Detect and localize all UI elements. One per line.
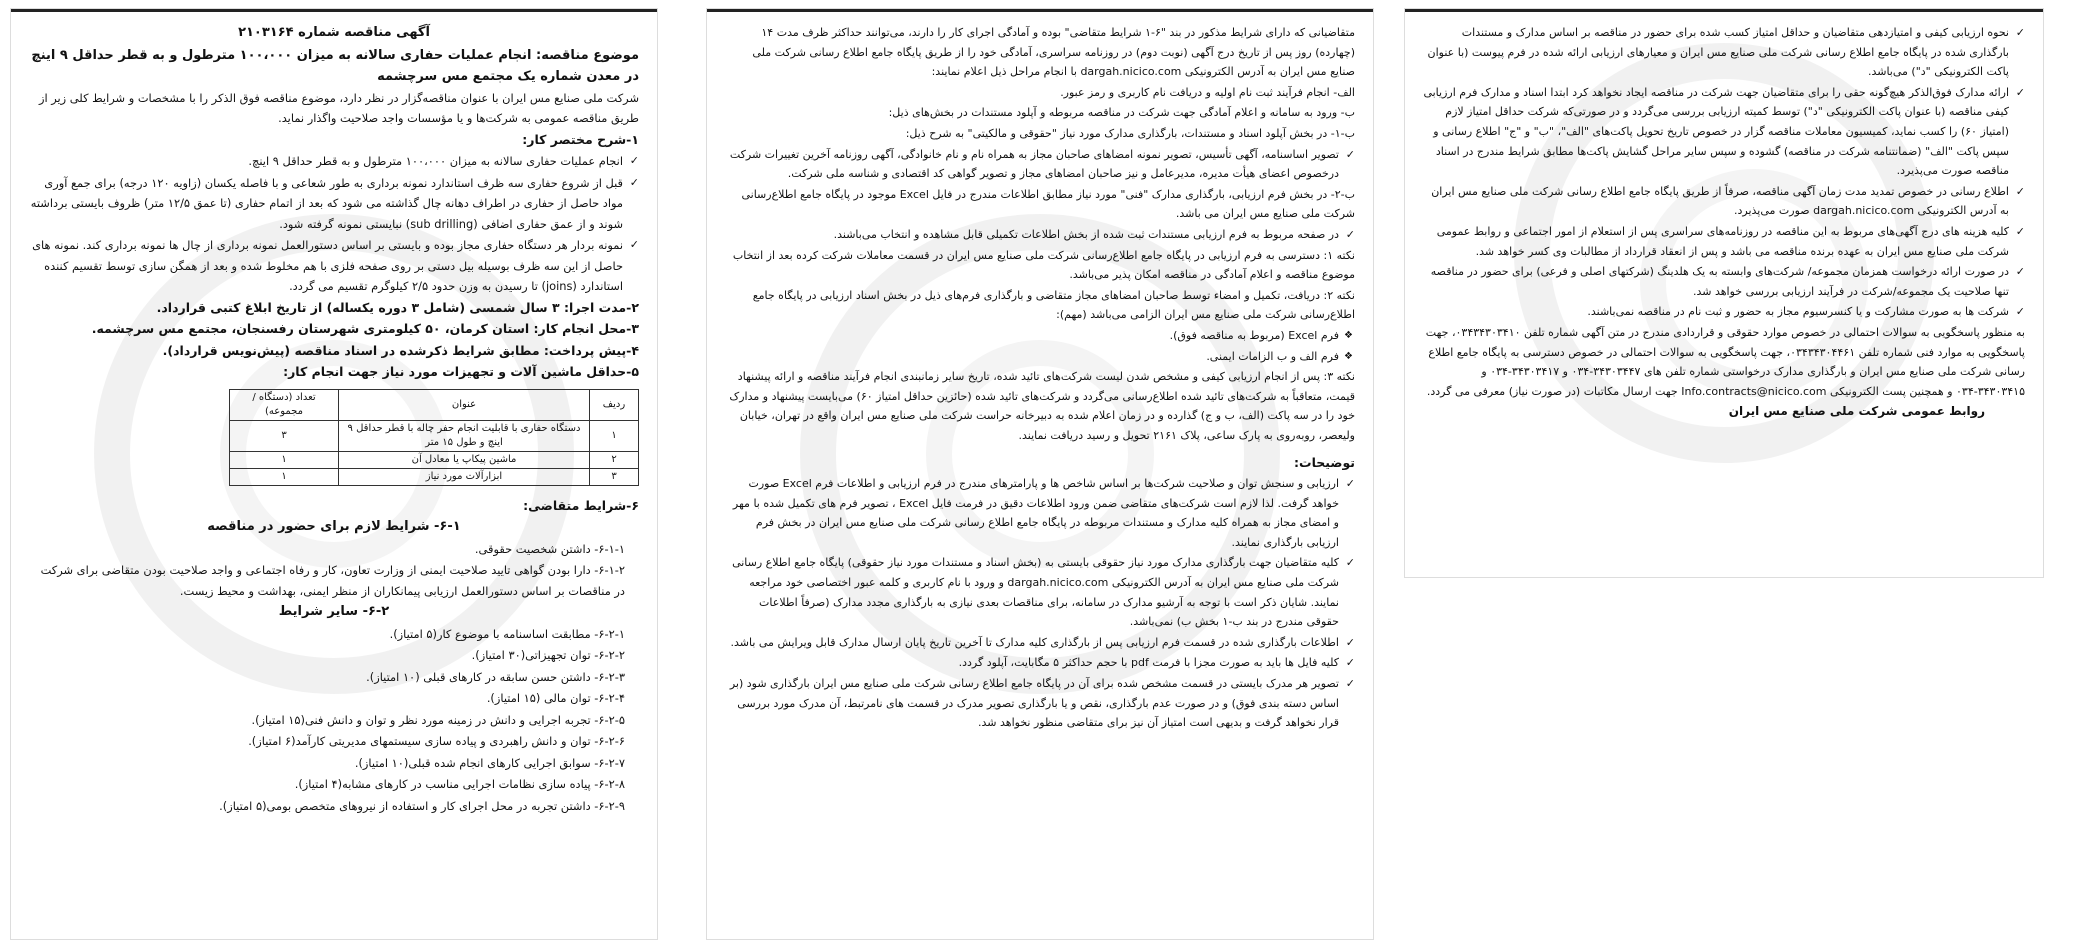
s62-item: ۶-۲-۶- توان و دانش راهبردی و پیاده سازی سیستمهای مدیریتی کارآمد(۶ امتیاز). <box>248 734 625 748</box>
table-cell: ۱ <box>230 451 339 468</box>
note-1: نکته ۱: دسترسی به فرم ارزیابی در پایگاه جامع اطلاع‌رسانی شرکت ملی صنایع مس ایران در قسمت معاملات شرکت کرده بعد از انتخاب موضوع مناقصه و اعلام آمادگی در مناقصه امکان پذیر می‌باشد. <box>732 248 1355 282</box>
p2-check-item: ✓ در صفحه مربوط به فرم ارزیابی مستندات ثبت شده از بخش اطلاعات تکمیلی قابل مشاهده و انتخاب می‌باشند. <box>725 225 1355 245</box>
notes-heading: توضیحات: <box>1294 455 1355 471</box>
page-1-content <box>11 9 657 827</box>
p2-paragraph: ب-۱- در بخش آپلود اسناد و مستندات، بارگذاری مدارک مورد نیاز "حقوقی و مالکیتی" به شرح ذیل: <box>905 126 1355 140</box>
page-2-content <box>707 9 1373 744</box>
s62-item: ۶-۲-۹- داشتن تجربه در محل اجرای کار و استفاده از نیروهای متخصص بومی(۵ امتیاز). <box>219 798 625 813</box>
s62-item: ۶-۲-۷- سوابق اجرایی کارهای انجام شده قبلی(۱۰ امتیاز). <box>354 755 625 770</box>
table-cell: ابزارآلات مورد نیاز <box>339 468 590 485</box>
p3-check-item: ✓ ارائه مدارک فوق‌الذکر هیچ‌گونه حقی را برای متقاضیان جهت شرکت در مناقصه ایجاد نخواهد کرد ابتدا اسناد و مدارک فرم ارزیابی کیفی مناقصه (با عنوان پاکت الکترونیکی "د") توسط کمیته ارزیابی بررسی می‌گردد و در صورتی‌که شرکت حداقل امتیاز لازم (امتیاز ۶۰) را کسب نماید، کمیسیون معاملات مناقصه گزار در خصوص تاریخ تحویل پاکت‌های "الف"، "ب" و "ج" اطلاع رسانی و سپس پاکت "الف" (ضمانتنامه شرکت در مناقصه) گشوده و سپس سایر مراحل گشایش پاکت‌ها مطابق شرایط مندرج در اسناد مناقصه صورت می‌پذیرد. <box>1423 83 2025 181</box>
page-3-content <box>1405 9 2043 433</box>
notes-item: ✓ کلیه فایل ها باید به صورت مجزا با فرمت pdf با حجم حداکثر ۵ مگابایت، آپلود گردد. <box>725 653 1355 673</box>
signature: روابط عمومی شرکت ملی صنایع مس ایران <box>1728 404 1985 419</box>
notes-item: ✓ کلیه متقاضیان جهت بارگذاری مدارک مورد نیاز حقوقی بایستی به (بخش اسناد و مستندات مورد نیاز حقوقی) پایگاه جامع اطلاع رسانی شرکت ملی صنایع مس ایران به آدرس الکترونیکی dargah.nicico.com و ورود با نام کاربری و کلمه عبور اختصاصی خود مراجعه نمایند. شایان ذکر است با توجه به آرشیو مدارک در سامانه، برای مناقصات بعدی نیازی به بارگذاری مجدد مدارک (صرفاً اطلاعات حقوقی مندرج در بند ب-۱ بخش ب) نمی‌باشد. <box>725 553 1355 631</box>
page-2 <box>706 8 1374 940</box>
s62-item: ۶-۲-۵- تجربه اجرایی و دانش در زمینه مورد نظر و توان و دانش فنی(۱۵ امتیاز). <box>251 712 625 727</box>
s1-item: ✓ نمونه بردار هر دستگاه حفاری مجاز بوده و بایستی بر اساس دستورالعمل نمونه برداری از چال ها نمونه برداری کند. نمونه های حاصل از این سه ظرف بوسیله بیل دستی بر روی صفحه فلزی با هم مخلوط شده و بعد از همگن سازی توسط تقسیم کننده استاندارد (joins) تا رسیدن به وزن حدود ۲/۵ کیلوگرم تقسیم می گردد. <box>29 235 639 297</box>
notes-item: ✓ ارزیابی و سنجش توان و صلاحیت شرکت‌ها بر اساس شاخص ها و پارامترهای مندرج در فرم ارزیابی و اطلاعات فرم Excel صورت خواهد گرفت. لذا لازم است شرکت‌های متقاضی ضمن ورود اطلاعات دقیق در فرمت فایل Excel ، تصویر فرم های تکمیل شده با مهر و امضای مجاز به همراه کلیه مدارک و مستندات مربوطه در پایگاه جامع اطلاع رسانی شرکت ملی صنایع مس ایران در بخش فرم ارزیابی بارگذاری نمایند. <box>725 474 1355 552</box>
table-header: تعداد (دستگاه / مجموعه) <box>230 389 339 420</box>
table-cell: ۱ <box>590 420 639 451</box>
s1-item: ✓ قبل از شروع حفاری سه ظرف استاندارد نمونه برداری به طور شعاعی و با فاصله یکسان (زاویه ۱۲۰ درجه) برای جمع آوری مواد حاصل از حفاری در اطراف دهانه چال گذاشته می شود که بعد از اتمام حفاری (تا عمق ۱۲/۵ متر) ظروف بایستی برداشته شوند و از عمق حفاری اضافی (sub drilling) نبایستی نمونه گرفته شود. <box>29 173 639 235</box>
table-row <box>230 420 639 451</box>
table-cell: ۳ <box>230 420 339 451</box>
table-cell: ۱ <box>230 468 339 485</box>
table-cell: ۳ <box>590 468 639 485</box>
section-6-heading: ۶-شرایط متقاضی: <box>523 497 639 513</box>
intro-paragraph: شرکت ملی صنایع مس ایران با عنوان مناقصه‌گزار در نظر دارد، موضوع مناقصه فوق الذکر را با مشخصات و شرایط کلی زیر از طریق مناقصه عمومی به شرکت‌ها و یا مؤسسات واجد صلاحیت واگذار نماید. <box>38 90 639 125</box>
section-2: ۲-مدت اجرا: ۳ سال شمسی (شامل ۳ دوره یکساله) از تاریخ ابلاغ کتبی قرارداد. <box>156 299 639 315</box>
section-6-2-heading: ۶-۲- سایر شرایط <box>278 604 390 619</box>
s62-item: ۶-۲-۲- توان تجهیزاتی(۳۰ امتیاز). <box>471 648 625 662</box>
section-4: ۴-پیش پرداخت: مطابق شرایط ذکرشده در اسناد مناقصه (پیش‌نویس قرارداد). <box>162 342 639 358</box>
s62-item: ۶-۲-۱- مطابقت اساسنامه با موضوع کار(۵ امتیاز). <box>389 626 625 641</box>
p3-check-item: ✓ در صورت ارائه درخواست همزمان مجموعه/ شرکت‌های وابسته به یک هلدینگ (شرکتهای اصلی و فرعی) برای حضور در مناقصه تنها صلاحیت یک مجموعه/شرکت در فرآیند ارزیابی بررسی خواهد شد. <box>1423 262 2025 301</box>
table-cell: دستگاه حفاری با قابلیت انجام حفر چاله با قطر حداقل ۹ اینچ و طول ۱۵ متر <box>339 420 590 451</box>
table-header-row <box>230 389 639 420</box>
contact-paragraph: به منظور پاسخگویی به سوالات احتمالی در خصوص موارد حقوقی و قراردادی مندرج در متن آگهی شماره تلفن ۰۳۴۳۴۳۰۳۴۱۰، جهت پاسخگویی به موارد فنی شماره تلفن ۰۳۴۳۴۳۰۴۴۶۱، جهت پاسخگویی به سوالات احتمالی در خصوص دسترسی به پایگاه جامع اطلاع رسانی شرکت ملی صنایع مس ایران و بارگذاری مدارک درخواستی شماره تلفن های ۳۴۳۰۳۴۴۷-۰۳۴ و ۳۴۳۰۳۴۱۷-۰۳۴ و ۳۴۳۰۳۴۱۵-۰۳۴ و همچنین پست الکترونیکی Info.contracts@nicico.com جهت ارسال مکاتبات (در صورت نیاز) معرفی می گردد. <box>1425 325 2025 398</box>
p3-check-item: ✓ اطلاع رسانی در خصوص تمدید مدت زمان آگهی مناقصه، صرفاً از طریق پایگاه جامع اطلاع رسانی شرکت ملی صنایع مس ایران به آدرس الکترونیکی dargah.nicico.com صورت می‌پذیرد. <box>1423 182 2025 221</box>
note-2: نکته ۲: دریافت، تکمیل و امضاء توسط صاحبان امضاهای مجاز متقاضی و بارگذاری فرم‌های ذیل در بخش اسناد ارزیابی در پایگاه جامع اطلاع‌رسانی شرکت ملی صنایع مس ایران الزامی می‌باشد (مهم): <box>752 288 1355 322</box>
p2-check-item: ✓ تصویر اساسنامه، آگهی تأسیس، تصویر نمونه امضاهای صاحبان مجاز به همراه نام و نام خانوادگی، آگهی روزنامه آخرین تغییرات شرکت درخصوص اعضای هیأت مدیره، مدیرعامل و نیز صاحبان امضاهای مجاز و تصویر گواهی کد اقتصادی و شناسه ملی شرکت. <box>725 145 1355 184</box>
p2-paragraph: ب- ورود به سامانه و اعلام آمادگی جهت شرکت در مناقصه مربوطه و آپلود مستندات در بخش‌های ذیل: <box>888 106 1355 120</box>
table-cell: ماشین پیکاپ یا معادل آن <box>339 451 590 468</box>
notes-item: ✓ اطلاعات بارگذاری شده در قسمت فرم ارزیابی پس از بارگذاری کلیه مدارک تا آخرین تاریخ پایان ارسال مدارک قابل ویرایش می باشد. <box>725 633 1355 653</box>
p3-check-item: ✓ نحوه ارزیابی کیفی و امتیازدهی متقاضیان و حداقل امتیاز کسب شده برای حضور در مناقصه بر اساس مدارک و مستندات بارگذاری شده در پایگاه جامع اطلاع رسانی شرکت ملی صنایع مس ایران و معیارهای ارزیابی ارائه شده در فرم پیوست (با عنوان پاکت الکترونیکی "د") می‌باشد. <box>1423 23 2025 82</box>
p3-check-item: ✓ کلیه هزینه های درج آگهی‌های مربوط به این مناقصه در روزنامه‌های سراسری پس از استعلام از امور اجتماعی و روابط عمومی شرکت ملی صنایع مس ایران به عهده برنده مناقصه می باشد و پس از انعقاد قرارداد از مطالبات وی کسر خواهد شد. <box>1423 222 2025 261</box>
section-3: ۳-محل انجام کار: استان کرمان، ۵۰ کیلومتری شهرستان رفسنجان، مجتمع مس سرچشمه. <box>91 321 639 336</box>
tender-title: آگهی مناقصه شماره ۲۱۰۳۱۶۴ <box>238 25 430 40</box>
table-row <box>230 451 639 468</box>
s61-item: ۶-۱-۱- داشتن شخصیت حقوقی. <box>474 541 625 556</box>
note-3: نکته ۳: پس از انجام ارزیابی کیفی و مشخص شدن لیست شرکت‌های تائید شده، تاریخ سایر زمانبندی انجام فرآیند مناقصه و ارائه پیشنهاد قیمت، متعاقباً به شرکت‌های تائید شده اطلاع‌رسانی می‌گردد و شرکت‌های تائید شده (حائزین حداقل امتیاز ۶۰) می‌بایست پیشنهاد و مدارک خود را در سه پاکت (الف، ب و ج) گذارده و در زمان اعلام شده به دبیرخانه حراست شرکت ملی صنایع مس ایران واقع در تهران، خیابان ولیعصر، روبه‌روی به پارک ساعی، پلاک ۲۱۶۱ تحویل و رسید دریافت نمایند. <box>729 370 1355 442</box>
form-item: ❖ فرم Excel (مربوط به مناقصه فوق). <box>725 326 1355 346</box>
table-header: عنوان <box>339 389 590 420</box>
page-1 <box>10 8 658 940</box>
tender-subject: موضوع مناقصه: انجام عملیات حفاری سالانه به میزان ۱۰۰،۰۰۰ مترطول و به قطر حداقل ۹ اینچ در معدن شماره یک مجتمع مس سرچشمه <box>31 47 639 84</box>
table-cell: ۲ <box>590 451 639 468</box>
s62-item: ۶-۲-۴- توان مالی (۱۵ امتیاز). <box>486 691 625 705</box>
table-header: ردیف <box>590 389 639 420</box>
section-6-1-heading: ۶-۱- شرایط لازم برای حضور در مناقصه <box>207 519 461 534</box>
s1-item: ✓ انجام عملیات حفاری سالانه به میزان ۱۰۰،۰۰۰ مترطول و به قطر حداقل ۹ اینچ. <box>29 151 639 172</box>
equipment-table <box>229 389 639 486</box>
table-row <box>230 468 639 485</box>
notes-item: ✓ تصویر هر مدرک بایستی در قسمت مشخص شده برای آن در پایگاه جامع اطلاع رسانی شرکت ملی صنایع مس ایران بارگذاری شود (بر اساس دسته بندی فوق) و در صورت عدم بارگذاری، نقص و یا بارگذاری تصویر مدرک در قسمت های نامرتبط، آن مدرک مورد بررسی قرار نخواهد گرفت و بدیهی است امتیاز آن نیز برای متقاضی منظور نخواهد شد. <box>725 674 1355 733</box>
p2-paragraph: ب-۲- در بخش فرم ارزیابی، بارگذاری مدارک "فنی" مورد نیاز مطابق اطلاعات مندرج در فایل Excel موجود در پایگاه جامع اطلاع‌رسانی شرکت ملی صنایع مس ایران می باشد. <box>741 187 1355 221</box>
page-3 <box>1404 8 2044 578</box>
section-5-heading: ۵-حداقل ماشین آلات و تجهیزات مورد نیاز جهت انجام کار: <box>283 364 639 379</box>
p3-check-item: ✓ شرکت ها به صورت مشارکت و یا کنسرسیوم مجاز به حضور و ثبت نام در مناقصه نمی‌باشند. <box>1423 302 2025 322</box>
section-1-heading: ۱-شرح مختصر کار: <box>522 131 639 147</box>
s62-item: ۶-۲-۸- پیاده سازی نظامات اجرایی مناسب در کارهای مشابه(۴ امتیاز). <box>294 777 625 791</box>
s62-item: ۶-۲-۳- داشتن حسن سابقه در کارهای قبلی (۱۰ امتیاز). <box>366 669 625 684</box>
p2-paragraph: متقاضیانی که دارای شرایط مذکور در بند "۶-۱ شرایط متقاضی" بوده و آمادگی اجرای کار را دارند، می‌توانند حداکثر ظرف مدت ۱۴ (چهارده) روز پس از تاریخ درج آگهی (نوبت دوم) در روزنامه سراسری، آمادگی خود را از طریق پایگاه جامع اطلاع رسانی شرکت ملی صنایع مس ایران به آدرس الکترونیکی dargah.nicico.com با انجام مراحل ذیل اعلام نمایند: <box>752 26 1355 79</box>
p2-paragraph: الف- انجام فرآیند ثبت نام اولیه و دریافت نام کاربری و رمز عبور. <box>1060 85 1355 99</box>
form-item: ❖ فرم الف و ب الزامات ایمنی. <box>725 347 1355 367</box>
s61-item: ۶-۱-۲- دارا بودن گواهی تایید صلاحیت ایمنی از وزارت تعاون، کار و رفاه اجتماعی و واجد صلاحیت بودن متقاضی برای شرکت در مناقصات بر اساس دستورالعمل ارزیابی پیمانکاران از منظر ایمنی، بهداشت و محیط زیست. <box>40 563 625 598</box>
